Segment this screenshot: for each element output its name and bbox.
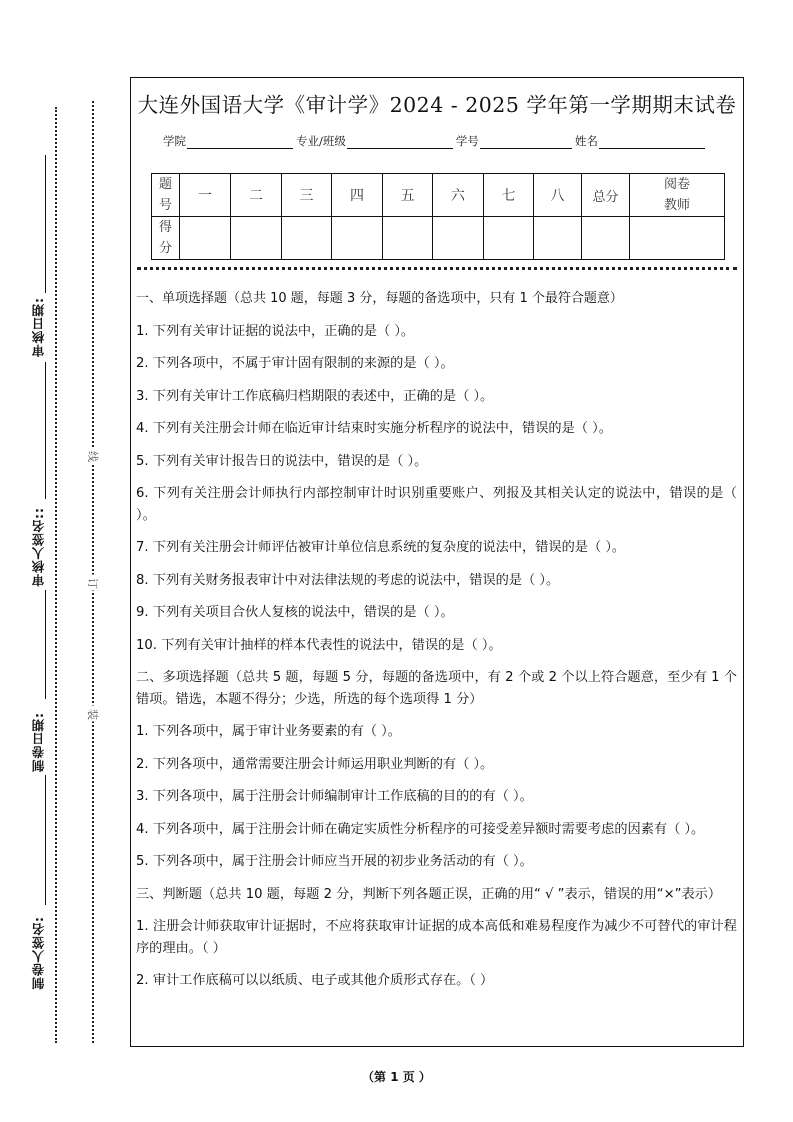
question-item: 2. 下列各项中，不属于审计固有限制的来源的是（ ）。: [136, 356, 454, 371]
binding-label-line: 线: [87, 449, 99, 463]
question-item: 4. 下列有关注册会计师在临近审计结束时实施分析程序的说法中，错误的是（ ）。: [136, 421, 612, 436]
row-header-char: 得: [158, 220, 172, 235]
grader-cell[interactable]: [630, 217, 725, 260]
student-id-field[interactable]: [480, 136, 572, 149]
exam-title: 大连外国语大学《审计学》2024 - 2025 学年第一学期期末试卷: [137, 93, 737, 117]
section-heading-single-choice: 一、单项选择题（总共 10 题，每题 3 分，每题的备选项中，只有 1 个最符合题意）: [136, 291, 623, 306]
score-cell[interactable]: [231, 217, 282, 260]
signature-line-review-date: [45, 155, 46, 293]
review-date-label: 审核日期:: [31, 297, 46, 357]
row-header-char: 号: [158, 198, 172, 213]
score-cell[interactable]: [534, 217, 582, 260]
column-header: 三: [282, 174, 332, 217]
student-id-label: 学号: [455, 134, 479, 148]
name-label: 姓名: [574, 134, 598, 148]
college-field[interactable]: [187, 136, 293, 149]
signature-line-prep-date: [45, 775, 46, 905]
row-header-score: [152, 217, 180, 260]
major-class-label: 专业/班级: [296, 134, 346, 148]
college-label: 学院: [163, 134, 186, 148]
exam-page-frame: [130, 77, 744, 1047]
column-header: 一: [180, 174, 231, 217]
column-header: 二: [231, 174, 282, 217]
question-item: 3. 下列各项中，属于注册会计师编制审计工作底稿的目的的有（ ）。: [136, 789, 533, 804]
row-header-question-no: [152, 174, 180, 217]
question-item: 5. 下列各项中，属于注册会计师应当开展的初步业务活动的有（ ）。: [136, 854, 533, 869]
question-item: 1. 下列各项中，属于审计业务要素的有（ ）。: [136, 724, 401, 739]
section-heading-true-false: 三、判断题（总共 10 题，每题 2 分，判断下列各题正误，正确的用“ √ ”表示，错误的用“×”表示）: [136, 886, 722, 902]
signature-line-reviewer: [45, 362, 46, 499]
grader-header-line: 教师: [663, 198, 690, 213]
column-header: 五: [383, 174, 433, 217]
row-header-char: 分: [158, 241, 172, 256]
row-header-char: 题: [158, 177, 172, 192]
question-item: 10. 下列有关审计抽样的样本代表性的说法中，错误的是（ ）。: [136, 637, 502, 653]
score-cell-total[interactable]: [582, 217, 630, 260]
question-item: 2. 下列各项中，通常需要注册会计师运用职业判断的有（ ）。: [136, 756, 494, 772]
student-info-row: [163, 133, 708, 149]
question-item: 5. 下列有关审计报告日的说法中，错误的是（ ）。: [136, 453, 428, 469]
preparer-signature-label: 制卷人签名:: [31, 916, 46, 990]
column-header: 四: [332, 174, 383, 217]
reviewer-signature-label: 审核人签名::: [31, 507, 46, 587]
question-item: 8. 下列有关财务报表审计中对法律法规的考虑的说法中，错误的是（ ）。: [136, 572, 560, 588]
question-item: 2. 审计工作底稿可以以纸质、电子或其他介质形式存在。（ ）: [136, 973, 494, 988]
binding-label-bind: 装: [87, 707, 99, 721]
question-item: 4. 下列各项中，属于注册会计师在确定实质性分析程序的可接受差异额时需要考虑的因素有（ ）。: [136, 821, 705, 837]
score-cell[interactable]: [383, 217, 433, 260]
binding-dotted-line-outer: [55, 107, 57, 1043]
question-item: 6. 下列有关注册会计师执行内部控制审计时识别重要账户、列报及其相关认定的说法中，错误的是（ ）。: [136, 486, 737, 523]
score-table-header-row: [152, 174, 725, 217]
question-item: 1. 下列有关审计证据的说法中，正确的是（ ）。: [136, 323, 415, 339]
score-cell[interactable]: [180, 217, 231, 260]
score-cell[interactable]: [332, 217, 383, 260]
question-item: 3. 下列有关审计工作底稿归档期限的表述中，正确的是（ ）。: [136, 388, 494, 404]
binding-dotted-line-inner: [92, 101, 94, 1043]
question-item: 7. 下列有关注册会计师评估被审计单位信息系统的复杂度的说法中，错误的是（ ）。: [136, 540, 626, 555]
dotted-separator: [137, 267, 737, 270]
page-number: （第 1 页 ）: [362, 1070, 431, 1084]
exam-questions: [136, 288, 737, 1003]
score-cell[interactable]: [282, 217, 332, 260]
binding-label-staple: 订: [87, 576, 99, 590]
score-table-score-row: [152, 217, 725, 260]
column-header: 七: [484, 174, 534, 217]
score-table: [151, 173, 725, 260]
grader-header-line: 阅卷: [663, 177, 690, 192]
signature-line-review-to-prep: [45, 590, 46, 699]
score-cell[interactable]: [433, 217, 484, 260]
score-cell[interactable]: [484, 217, 534, 260]
section-heading-multiple-choice: 二、多项选择题（总共 5 题，每题 5 分，每题的备选项中，有 2 个或 2 个以上符合题意，至少有 1 个错项。错选，本题不得分；少选，所选的每个选项得 1 分）: [136, 670, 737, 707]
name-field[interactable]: [599, 136, 705, 149]
major-class-field[interactable]: [347, 136, 453, 149]
question-item: 1. 注册会计师获取审计证据时，不应将获取审计证据的成本高低和难易程度作为减少不可替代的审计程序的理由。（ ）: [136, 919, 737, 956]
prep-date-label: 制卷日期:: [31, 712, 46, 772]
column-header: 八: [534, 174, 582, 217]
column-header-grader: [630, 174, 725, 217]
question-item: 9. 下列有关项目合伙人复核的说法中，错误的是（ ）。: [136, 605, 454, 620]
column-header: 六: [433, 174, 484, 217]
column-header-total: 总分: [582, 174, 630, 217]
